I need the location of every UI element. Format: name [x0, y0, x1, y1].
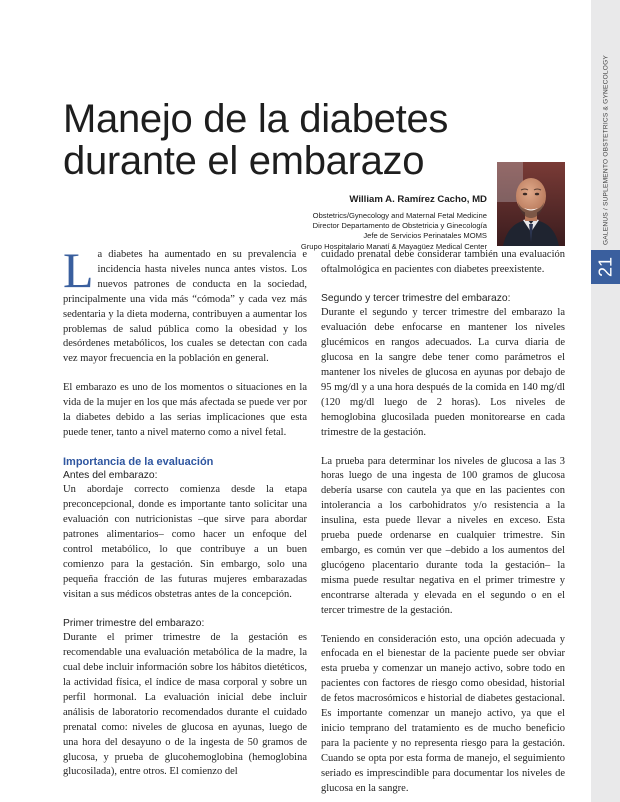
author-block: [240, 194, 487, 252]
author-affiliation: Director Departamento de Obstetricia y Ginecología: [312, 221, 487, 231]
title-line-2: durante el embarazo: [63, 139, 425, 183]
title-line-1: Manejo de la diabetes: [63, 97, 449, 141]
subheading: Primer trimestre del embarazo:: [63, 617, 205, 629]
intro-paragraph: La diabetes ha aumentado en su prevalencia e incidencia hasta niveles nunca antes vistos. Los nuevos patrones de conducta en la sociedad, principalmente una vida más “cómoda” y cada vez más sedentaria y la dieta moderna, contribuyen a aumentar los problemas de salud pública como la obesidad y los desórdenes metabólicos, los cuales se detectan con cada vez mayor frecuencia en la población en general.: [63, 242, 307, 365]
left-column: [63, 242, 307, 780]
subheading: Segundo y tercer trimestre del embarazo:: [321, 292, 511, 304]
author-affiliation: Grupo Hospitalario Manatí & Mayagüez Medical Center: [300, 241, 487, 251]
body-paragraph: El embarazo es uno de los momentos o situaciones en la vida de la mujer en los que más afectada se puede ver por la diabetes debido a las serias implicaciones que esta puede tener, tanto a nivel materno como a nivel fetal.: [63, 382, 307, 438]
article-title: [63, 98, 448, 182]
right-column: [321, 248, 565, 797]
author-affiliation: Jefe de Servicios Perinatales MOMS: [363, 231, 487, 241]
subheading: Antes del embarazo:: [63, 469, 158, 481]
author-affiliation: Obstetrics/Gynecology and Maternal Fetal Medicine: [312, 211, 487, 220]
body-paragraph: Durante el primer trimestre de la gestación es recomendable una evaluación metabólica de la madre, la cual debe incluir información sobre los hábitos dietéticos, la actividad física, el índice de masa corporal y sobre un perfil hormonal. La evaluación inicial debe incluir análisis de laboratorio recomendados durante el cuidado prenatal como: niveles de glucosa en ayunas, luego de una hora del desayuno o de la ingesta de 50 gramos de glucosa, y prueba de glucohemoglobina (hemoglobina glucosilada), entre otros. El comienzo del: [63, 632, 307, 778]
drop-cap: L: [63, 242, 94, 298]
running-header: GALENUS / SUPLEMENTO OBSTETRICS & GYNECOLOGY: [602, 54, 610, 245]
body-paragraph: Teniendo en consideración esto, una opción adecuada y enfocada en el bienestar de la paciente puede ser obviar esta prueba y comenzar un manejo activo, sobre todo en pacientes con factores de riesgo como obesidad, historial de fetos macrosómicos e historial de diabetes gestacional. Es importante comenzar un manejo activo, ya que el inicio temprano del tratamiento es de mucho beneficio para la paciente y no representa riesgo para la gestación. Cuando se opta por esta forma de manejo, el seguimiento seriado es imprescindible para documentar los niveles de glucosa en la sangre.: [321, 633, 565, 794]
body-paragraph: La prueba para determinar los niveles de glucosa a las 3 horas luego de una ingesta de 100 gramos de glucosa debería usarse con cautela ya que en las pacientes con intolerancia a los carbohidratos y/o resistencia a la insulina, esta puede llevar a niveles en exceso. Esta prueba puede ordenarse en cualquier trimestre. Sin embargo, es común ver que –debido a los aumentos del glucógeno placentario durante toda la gestación– la misma puede resultar negativa en el primer trimestre y encontrarse alterada y elevada en el segundo o en el tercer trimestre de la gestación.: [321, 455, 565, 616]
page-number-badge: [591, 250, 620, 284]
body-paragraph: Durante el segundo y tercer trimestre del embarazo la evaluación debe enfocarse en mantener los niveles glucémicos en rangos adecuados. La curva diaria de glucosa en la sangre debe tener como parámetros el mantener los niveles de glucosa en ayunas por debajo de 95 mg/dl y a una hora después de la comida en 140 mg/dl (120 mg/dl luego de 2 horas). Los niveles de hemoglobina glucosilada pueden monitorearse en cada trimestre de la gestación.: [321, 307, 565, 438]
body-paragraph: Un abordaje correcto comienza desde la etapa preconcepcional, donde es importante tanto solicitar una evaluación con nutricionistas –que sirve para abordar patrones alimentarios– como hacer un enfoque del control metabólico, lo que contribuye a un buen comienzo para la gestación. Sin embargo, solo una pequeña fracción de las futuras mujeres embarazadas visitan a sus médicos obstetras antes de la concepción.: [63, 484, 307, 600]
page-number: 21: [595, 256, 615, 278]
author-name: William A. Ramírez Cacho, MD: [349, 194, 487, 205]
section-heading: Importancia de la evaluación: [63, 455, 214, 468]
body-paragraph: cuidado prenatal debe considerar también una evaluación oftalmológica en pacientes con diabetes preexistente.: [321, 249, 565, 275]
author-photo: [497, 162, 565, 246]
